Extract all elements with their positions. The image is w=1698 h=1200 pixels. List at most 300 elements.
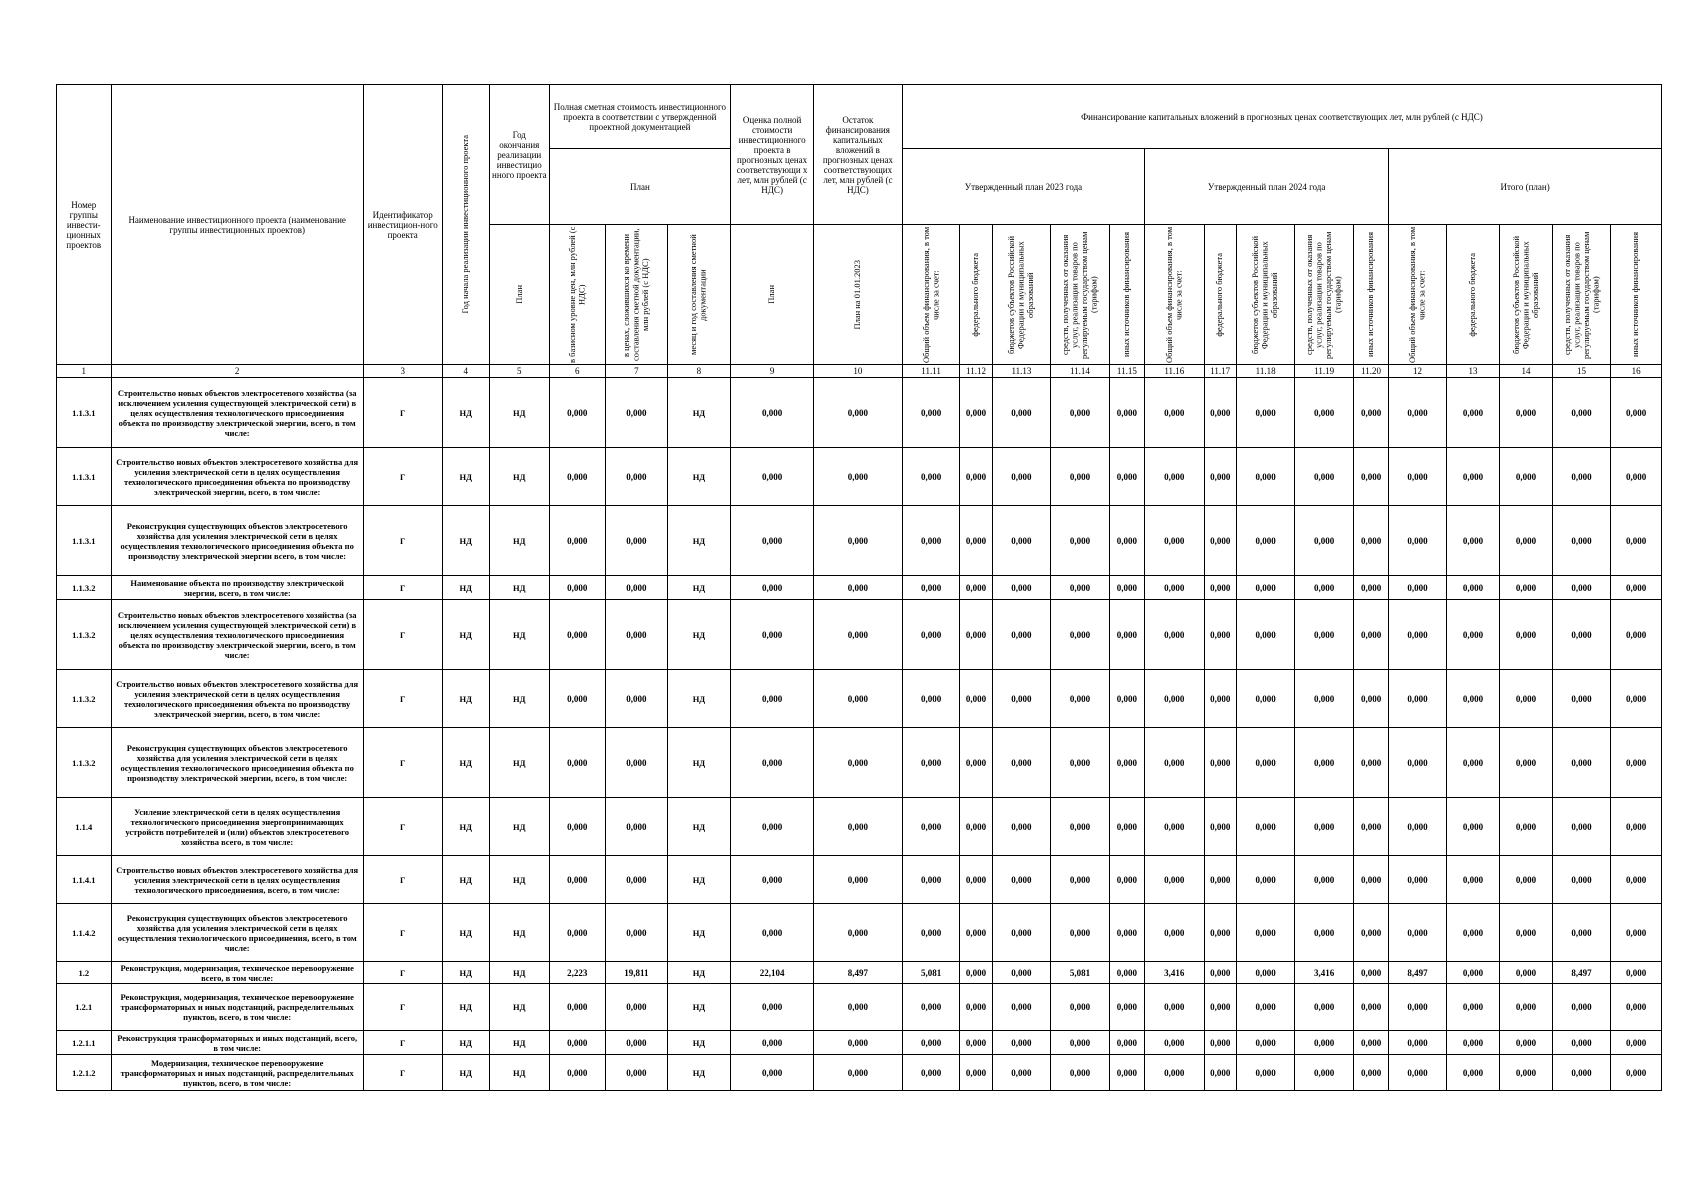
row-end-year: НД xyxy=(490,600,550,670)
row-financing-value: 0,000 xyxy=(1236,984,1295,1031)
row-financing-value: 0,000 xyxy=(1611,856,1662,904)
row-financing-value: 0,000 xyxy=(1353,448,1388,506)
table-row xyxy=(57,576,1662,600)
row-financing-value: 0,000 xyxy=(1446,670,1499,728)
row-financing-value: 0,000 xyxy=(1295,506,1354,576)
row-c8: НД xyxy=(667,904,731,962)
row-name: Реконструкция существующих объектов электросетевого хозяйства для усиления электрической сети в целях осуществления технологического присоединения объекта по производству электрической энергии, всего, в том числе: xyxy=(111,728,363,798)
row-c9: 0,000 xyxy=(731,904,814,962)
row-financing-value: 0,000 xyxy=(1552,904,1611,962)
row-start-year: НД xyxy=(442,1031,489,1055)
row-financing-value: 0,000 xyxy=(1145,798,1205,856)
row-c7: 0,000 xyxy=(606,1031,668,1055)
row-financing-value: 0,000 xyxy=(902,1055,960,1091)
row-c8: НД xyxy=(667,506,731,576)
header-2023-total: Общий объем финансирования, в том числе за счет: xyxy=(902,225,960,365)
row-financing-value: 0,000 xyxy=(1500,576,1552,600)
row-identifier: Г xyxy=(363,798,442,856)
header-2024-other: иных источников финансирования xyxy=(1353,225,1388,365)
row-number: 1.2.1 xyxy=(57,984,112,1031)
column-number: 11.16 xyxy=(1145,365,1205,378)
row-c10: 0,000 xyxy=(814,1031,903,1055)
row-financing-value: 0,000 xyxy=(1051,448,1110,506)
row-end-year: НД xyxy=(490,670,550,728)
row-name: Строительство новых объектов электросетевого хозяйства для усиления электрической сети в целях осуществления технологического присоединения, всего, в том числе: xyxy=(111,856,363,904)
row-c7: 0,000 xyxy=(606,984,668,1031)
row-financing-value: 3,416 xyxy=(1295,962,1354,984)
row-financing-value: 0,000 xyxy=(992,1055,1051,1091)
row-financing-value: 0,000 xyxy=(1236,378,1295,448)
row-financing-value: 0,000 xyxy=(1500,904,1552,962)
row-financing-value: 0,000 xyxy=(992,984,1051,1031)
row-financing-value: 0,000 xyxy=(1145,1031,1205,1055)
row-number: 1.2.1.1 xyxy=(57,1031,112,1055)
row-c6: 0,000 xyxy=(549,378,606,448)
table-row xyxy=(57,378,1662,448)
row-financing-value: 0,000 xyxy=(1295,600,1354,670)
header-financing: Финансирование капитальных вложений в прогнозных ценах соответствующих лет, млн рублей (с НДС) xyxy=(902,85,1661,149)
row-financing-value: 0,000 xyxy=(1109,448,1144,506)
row-financing-value: 0,000 xyxy=(902,670,960,728)
row-financing-value: 0,000 xyxy=(1552,600,1611,670)
row-financing-value: 0,000 xyxy=(1389,856,1447,904)
row-financing-value: 0,000 xyxy=(1145,576,1205,600)
row-financing-value: 0,000 xyxy=(992,576,1051,600)
row-start-year: НД xyxy=(442,670,489,728)
header-estimate-plan: План xyxy=(549,149,731,225)
row-identifier: Г xyxy=(363,904,442,962)
row-c7: 0,000 xyxy=(606,798,668,856)
row-financing-value: 0,000 xyxy=(1051,904,1110,962)
row-financing-value: 0,000 xyxy=(1236,576,1295,600)
row-name: Наименование объекта по производству электрической энергии, всего, в том числе: xyxy=(111,576,363,600)
table-row xyxy=(57,1055,1662,1091)
row-c8: НД xyxy=(667,600,731,670)
row-financing-value: 0,000 xyxy=(960,962,992,984)
row-start-year: НД xyxy=(442,984,489,1031)
column-number: 11.12 xyxy=(960,365,992,378)
row-financing-value: 0,000 xyxy=(1446,904,1499,962)
row-start-year: НД xyxy=(442,904,489,962)
row-c10: 0,000 xyxy=(814,506,903,576)
header-start-year: Год начала реализации инвестиционного проекта xyxy=(442,85,489,365)
row-financing-value: 0,000 xyxy=(1109,856,1144,904)
row-c8: НД xyxy=(667,576,731,600)
row-end-year: НД xyxy=(490,856,550,904)
row-end-year: НД xyxy=(490,728,550,798)
row-c6: 0,000 xyxy=(549,1055,606,1091)
row-c10: 0,000 xyxy=(814,378,903,448)
table-row xyxy=(57,984,1662,1031)
row-financing-value: 0,000 xyxy=(1611,984,1662,1031)
header-2024-total: Общий объем финансирования, в том числе за счет: xyxy=(1145,225,1205,365)
column-number: 11.17 xyxy=(1204,365,1236,378)
row-c7: 0,000 xyxy=(606,448,668,506)
row-financing-value: 0,000 xyxy=(1236,506,1295,576)
row-financing-value: 0,000 xyxy=(960,904,992,962)
row-financing-value: 0,000 xyxy=(1295,856,1354,904)
row-financing-value: 0,000 xyxy=(1204,1031,1236,1055)
row-financing-value: 0,000 xyxy=(960,984,992,1031)
header-itogo-reg: бюджетов субъектов Российской Федерации и муниципальных образований xyxy=(1500,225,1552,365)
row-c8: НД xyxy=(667,1031,731,1055)
row-c6: 0,000 xyxy=(549,600,606,670)
column-number: 7 xyxy=(606,365,668,378)
row-financing-value: 0,000 xyxy=(1446,798,1499,856)
row-start-year: НД xyxy=(442,576,489,600)
row-financing-value: 0,000 xyxy=(1552,576,1611,600)
row-c7: 0,000 xyxy=(606,904,668,962)
row-c9: 22,104 xyxy=(731,962,814,984)
row-financing-value: 0,000 xyxy=(1389,1031,1447,1055)
row-financing-value: 0,000 xyxy=(1109,1031,1144,1055)
row-financing-value: 0,000 xyxy=(1236,448,1295,506)
row-end-year: НД xyxy=(490,1031,550,1055)
row-financing-value: 0,000 xyxy=(1552,1031,1611,1055)
row-financing-value: 0,000 xyxy=(1051,984,1110,1031)
row-financing-value: 0,000 xyxy=(1353,1031,1388,1055)
row-financing-value: 0,000 xyxy=(1295,670,1354,728)
row-financing-value: 0,000 xyxy=(1611,378,1662,448)
row-name: Строительство новых объектов электросетевого хозяйства для усиления электрической сети в целях осуществления технологического присоединения объекта по производству электрической энергии, всего, в том числе: xyxy=(111,670,363,728)
row-identifier: Г xyxy=(363,856,442,904)
row-end-year: НД xyxy=(490,904,550,962)
row-financing-value: 0,000 xyxy=(1051,1031,1110,1055)
row-financing-value: 0,000 xyxy=(1295,576,1354,600)
row-number: 1.2 xyxy=(57,962,112,984)
row-financing-value: 0,000 xyxy=(1145,728,1205,798)
header-full-cost-estimate: Оценка полной стоимости инвестиционного проекта в прогнозных ценах соответствующи х лет, млн рублей (с НДС) xyxy=(731,85,814,225)
row-c8: НД xyxy=(667,856,731,904)
row-start-year: НД xyxy=(442,962,489,984)
row-c7: 19,811 xyxy=(606,962,668,984)
row-financing-value: 0,000 xyxy=(992,962,1051,984)
column-number: 11.13 xyxy=(992,365,1051,378)
row-c9: 0,000 xyxy=(731,448,814,506)
row-c9: 0,000 xyxy=(731,378,814,448)
row-financing-value: 0,000 xyxy=(1389,728,1447,798)
row-financing-value: 0,000 xyxy=(1204,856,1236,904)
row-identifier: Г xyxy=(363,600,442,670)
row-financing-value: 0,000 xyxy=(1353,856,1388,904)
row-financing-value: 0,000 xyxy=(1389,448,1447,506)
header-2024-reg: бюджетов субъектов Российской Федерации и муниципальных образований xyxy=(1236,225,1295,365)
column-number: 10 xyxy=(814,365,903,378)
row-financing-value: 0,000 xyxy=(1236,600,1295,670)
column-number: 1 xyxy=(57,365,112,378)
row-c10: 0,000 xyxy=(814,984,903,1031)
table-row xyxy=(57,728,1662,798)
row-financing-value: 0,000 xyxy=(1500,670,1552,728)
header-remaining-financing: Остаток финансирования капитальных вложений в прогнозных ценах соответствующих лет, млн рублей (с НДС) xyxy=(814,85,903,225)
row-financing-value: 0,000 xyxy=(1446,506,1499,576)
row-c10: 0,000 xyxy=(814,728,903,798)
header-2023-reg: бюджетов субъектов Российской Федерации и муниципальных образований xyxy=(992,225,1051,365)
row-identifier: Г xyxy=(363,728,442,798)
row-number: 1.1.4 xyxy=(57,798,112,856)
row-c6: 0,000 xyxy=(549,448,606,506)
row-financing-value: 0,000 xyxy=(1204,670,1236,728)
header-estimate-cost: Полная сметная стоимость инвестиционного проекта в соответствии с утвержденной проектной документацией xyxy=(549,85,731,149)
row-financing-value: 0,000 xyxy=(1446,984,1499,1031)
row-financing-value: 0,000 xyxy=(1204,378,1236,448)
row-c7: 0,000 xyxy=(606,728,668,798)
row-number: 1.2.1.2 xyxy=(57,1055,112,1091)
row-financing-value: 0,000 xyxy=(1353,576,1388,600)
row-identifier: Г xyxy=(363,1055,442,1091)
column-number: 11.18 xyxy=(1236,365,1295,378)
row-c7: 0,000 xyxy=(606,856,668,904)
row-financing-value: 0,000 xyxy=(1611,904,1662,962)
row-financing-value: 0,000 xyxy=(960,378,992,448)
header-project-name: Наименование инвестиционного проекта (наименование группы инвестиционных проектов) xyxy=(111,85,363,365)
column-number: 15 xyxy=(1552,365,1611,378)
row-financing-value: 0,000 xyxy=(1552,448,1611,506)
row-end-year: НД xyxy=(490,984,550,1031)
row-end-year: НД xyxy=(490,378,550,448)
row-financing-value: 0,000 xyxy=(1353,600,1388,670)
column-number: 11.11 xyxy=(902,365,960,378)
row-financing-value: 0,000 xyxy=(1611,962,1662,984)
row-identifier: Г xyxy=(363,984,442,1031)
row-identifier: Г xyxy=(363,670,442,728)
row-financing-value: 0,000 xyxy=(1500,600,1552,670)
row-financing-value: 0,000 xyxy=(1611,448,1662,506)
header-c7: в ценах, сложившихся ко времени составления сметной документации, млн рублей (с НДС) xyxy=(606,225,668,365)
row-financing-value: 0,000 xyxy=(1446,1055,1499,1091)
investment-table-sheet xyxy=(56,84,1662,1091)
row-c10: 0,000 xyxy=(814,670,903,728)
row-financing-value: 0,000 xyxy=(1295,448,1354,506)
row-financing-value: 0,000 xyxy=(1051,600,1110,670)
row-financing-value: 0,000 xyxy=(1552,1055,1611,1091)
row-financing-value: 0,000 xyxy=(1353,378,1388,448)
column-number: 5 xyxy=(490,365,550,378)
row-financing-value: 0,000 xyxy=(1353,984,1388,1031)
row-financing-value: 0,000 xyxy=(902,904,960,962)
table-row xyxy=(57,904,1662,962)
row-financing-value: 0,000 xyxy=(1145,856,1205,904)
row-financing-value: 0,000 xyxy=(1109,798,1144,856)
row-financing-value: 5,081 xyxy=(1051,962,1110,984)
row-end-year: НД xyxy=(490,506,550,576)
row-c10: 0,000 xyxy=(814,448,903,506)
row-financing-value: 0,000 xyxy=(1500,798,1552,856)
row-financing-value: 0,000 xyxy=(1500,728,1552,798)
row-number: 1.1.3.2 xyxy=(57,670,112,728)
row-financing-value: 0,000 xyxy=(1109,962,1144,984)
header-itogo-tariff: средств, полученных от оказания услуг, реализации товаров по регулируемым государством ценам (тарифам) xyxy=(1552,225,1611,365)
row-financing-value: 0,000 xyxy=(1353,670,1388,728)
row-c7: 0,000 xyxy=(606,600,668,670)
row-financing-value: 0,000 xyxy=(1051,798,1110,856)
table-row xyxy=(57,798,1662,856)
row-financing-value: 0,000 xyxy=(1051,856,1110,904)
table-row xyxy=(57,448,1662,506)
row-c8: НД xyxy=(667,962,731,984)
row-c7: 0,000 xyxy=(606,378,668,448)
row-name: Строительство новых объектов электросетевого хозяйства (за исключением усиления существующей электрической сети) в целях осуществления технологического присоединения объекта по производству электрической энергии, всего, в том числе: xyxy=(111,378,363,448)
row-identifier: Г xyxy=(363,448,442,506)
row-financing-value: 0,000 xyxy=(1389,378,1447,448)
header-plan-total: Итого (план) xyxy=(1389,149,1662,225)
column-number: 16 xyxy=(1611,365,1662,378)
header-end-year: Год окончания реализации инвестицио нного проекта xyxy=(490,85,550,225)
row-identifier: Г xyxy=(363,506,442,576)
row-number: 1.1.3.1 xyxy=(57,448,112,506)
header-2024-tariff: средств, полученных от оказания услуг, реализации товаров по регулируемым государством ценам (тарифам) xyxy=(1295,225,1354,365)
row-c6: 0,000 xyxy=(549,728,606,798)
table-body xyxy=(57,378,1662,1091)
row-financing-value: 0,000 xyxy=(1446,1031,1499,1055)
row-financing-value: 0,000 xyxy=(902,728,960,798)
row-financing-value: 0,000 xyxy=(992,856,1051,904)
header-c8: месяц и год составления сметной документации xyxy=(667,225,731,365)
row-financing-value: 0,000 xyxy=(1204,448,1236,506)
row-financing-value: 0,000 xyxy=(992,798,1051,856)
row-c9: 0,000 xyxy=(731,1055,814,1091)
row-financing-value: 0,000 xyxy=(1109,506,1144,576)
row-name: Реконструкция существующих объектов электросетевого хозяйства для усиления электрической сети в целях осуществления технологического присоединения, всего, в том числе: xyxy=(111,904,363,962)
row-c9: 0,000 xyxy=(731,1031,814,1055)
row-financing-value: 0,000 xyxy=(1552,984,1611,1031)
row-number: 1.1.3.2 xyxy=(57,728,112,798)
row-end-year: НД xyxy=(490,962,550,984)
row-financing-value: 0,000 xyxy=(992,728,1051,798)
column-number: 2 xyxy=(111,365,363,378)
row-c6: 2,223 xyxy=(549,962,606,984)
row-end-year: НД xyxy=(490,798,550,856)
column-number: 11.14 xyxy=(1051,365,1110,378)
column-number: 11.15 xyxy=(1109,365,1144,378)
header-2023-tariff: средств, полученных от оказания услуг, реализации товаров по регулируемым государством ценам (тарифам) xyxy=(1051,225,1110,365)
row-end-year: НД xyxy=(490,1055,550,1091)
row-financing-value: 0,000 xyxy=(902,600,960,670)
row-financing-value: 0,000 xyxy=(1204,728,1236,798)
table-row xyxy=(57,670,1662,728)
row-financing-value: 0,000 xyxy=(902,856,960,904)
row-c6: 0,000 xyxy=(549,856,606,904)
row-financing-value: 0,000 xyxy=(960,506,992,576)
row-financing-value: 0,000 xyxy=(1552,378,1611,448)
row-end-year: НД xyxy=(490,576,550,600)
row-financing-value: 0,000 xyxy=(992,600,1051,670)
row-number: 1.1.3.2 xyxy=(57,600,112,670)
row-financing-value: 0,000 xyxy=(902,448,960,506)
row-financing-value: 0,000 xyxy=(1611,1055,1662,1091)
row-start-year: НД xyxy=(442,378,489,448)
row-financing-value: 0,000 xyxy=(1145,448,1205,506)
row-financing-value: 0,000 xyxy=(1389,798,1447,856)
row-financing-value: 0,000 xyxy=(1204,600,1236,670)
row-c8: НД xyxy=(667,378,731,448)
row-financing-value: 0,000 xyxy=(960,728,992,798)
row-financing-value: 0,000 xyxy=(1500,1055,1552,1091)
row-financing-value: 0,000 xyxy=(1109,576,1144,600)
column-number: 12 xyxy=(1389,365,1447,378)
row-c6: 0,000 xyxy=(549,576,606,600)
row-c10: 0,000 xyxy=(814,856,903,904)
row-financing-value: 0,000 xyxy=(1204,904,1236,962)
row-name: Строительство новых объектов электросетевого хозяйства (за исключением усиления существующей электрической сети) в целях осуществления технологического присоединения объекта по производству электрической энергии, всего, в том числе: xyxy=(111,600,363,670)
row-name: Усиление электрической сети в целях осуществления технологического присоединения энергопринимающих устройств потребителей и (или) объектов электросетевого хозяйства всего, в том числе: xyxy=(111,798,363,856)
header-project-id: Идентификатор инвестицион-ного проекта xyxy=(363,85,442,365)
row-financing-value: 0,000 xyxy=(1236,962,1295,984)
row-financing-value: 0,000 xyxy=(992,378,1051,448)
row-financing-value: 0,000 xyxy=(1353,798,1388,856)
row-financing-value: 0,000 xyxy=(902,984,960,1031)
row-financing-value: 0,000 xyxy=(1611,728,1662,798)
row-financing-value: 0,000 xyxy=(1446,856,1499,904)
column-number: 8 xyxy=(667,365,731,378)
row-financing-value: 0,000 xyxy=(1446,600,1499,670)
row-financing-value: 0,000 xyxy=(1236,904,1295,962)
row-financing-value: 0,000 xyxy=(1446,962,1499,984)
row-financing-value: 0,000 xyxy=(1611,798,1662,856)
row-financing-value: 0,000 xyxy=(1389,670,1447,728)
row-identifier: Г xyxy=(363,576,442,600)
row-start-year: НД xyxy=(442,728,489,798)
row-financing-value: 0,000 xyxy=(992,506,1051,576)
row-c8: НД xyxy=(667,670,731,728)
row-name: Модернизация, техническое перевооружение трансформаторных и иных подстанций, распределительных пунктов, всего, в том числе: xyxy=(111,1055,363,1091)
row-identifier: Г xyxy=(363,1031,442,1055)
row-identifier: Г xyxy=(363,378,442,448)
row-financing-value: 0,000 xyxy=(1552,670,1611,728)
row-c7: 0,000 xyxy=(606,670,668,728)
row-number: 1.1.3.1 xyxy=(57,506,112,576)
row-c9: 0,000 xyxy=(731,506,814,576)
row-financing-value: 0,000 xyxy=(1446,576,1499,600)
row-financing-value: 0,000 xyxy=(902,576,960,600)
row-name: Реконструкция, модернизация, техническое перевооружение трансформаторных и иных подстанций, распределительных пунктов, всего, в том числе: xyxy=(111,984,363,1031)
row-financing-value: 0,000 xyxy=(1353,728,1388,798)
row-financing-value: 0,000 xyxy=(1109,728,1144,798)
row-financing-value: 0,000 xyxy=(902,1031,960,1055)
row-financing-value: 0,000 xyxy=(1145,670,1205,728)
row-financing-value: 0,000 xyxy=(1389,984,1447,1031)
row-financing-value: 0,000 xyxy=(902,506,960,576)
row-c8: НД xyxy=(667,728,731,798)
row-financing-value: 0,000 xyxy=(992,448,1051,506)
row-start-year: НД xyxy=(442,856,489,904)
row-c8: НД xyxy=(667,798,731,856)
row-financing-value: 0,000 xyxy=(1295,904,1354,962)
row-financing-value: 0,000 xyxy=(1500,962,1552,984)
row-financing-value: 0,000 xyxy=(1236,1055,1295,1091)
row-c6: 0,000 xyxy=(549,904,606,962)
row-start-year: НД xyxy=(442,798,489,856)
row-financing-value: 0,000 xyxy=(1236,728,1295,798)
row-financing-value: 0,000 xyxy=(960,1031,992,1055)
row-c6: 0,000 xyxy=(549,1031,606,1055)
column-number: 11.20 xyxy=(1353,365,1388,378)
row-financing-value: 0,000 xyxy=(960,798,992,856)
header-end-year-plan: План xyxy=(490,225,550,365)
row-financing-value: 0,000 xyxy=(1353,962,1388,984)
row-financing-value: 0,000 xyxy=(960,448,992,506)
row-financing-value: 0,000 xyxy=(1145,600,1205,670)
row-financing-value: 0,000 xyxy=(902,798,960,856)
row-financing-value: 0,000 xyxy=(1295,984,1354,1031)
table-row xyxy=(57,1031,1662,1055)
row-end-year: НД xyxy=(490,448,550,506)
row-financing-value: 0,000 xyxy=(1611,670,1662,728)
row-start-year: НД xyxy=(442,448,489,506)
column-number: 3 xyxy=(363,365,442,378)
row-identifier: Г xyxy=(363,962,442,984)
row-financing-value: 0,000 xyxy=(1500,506,1552,576)
